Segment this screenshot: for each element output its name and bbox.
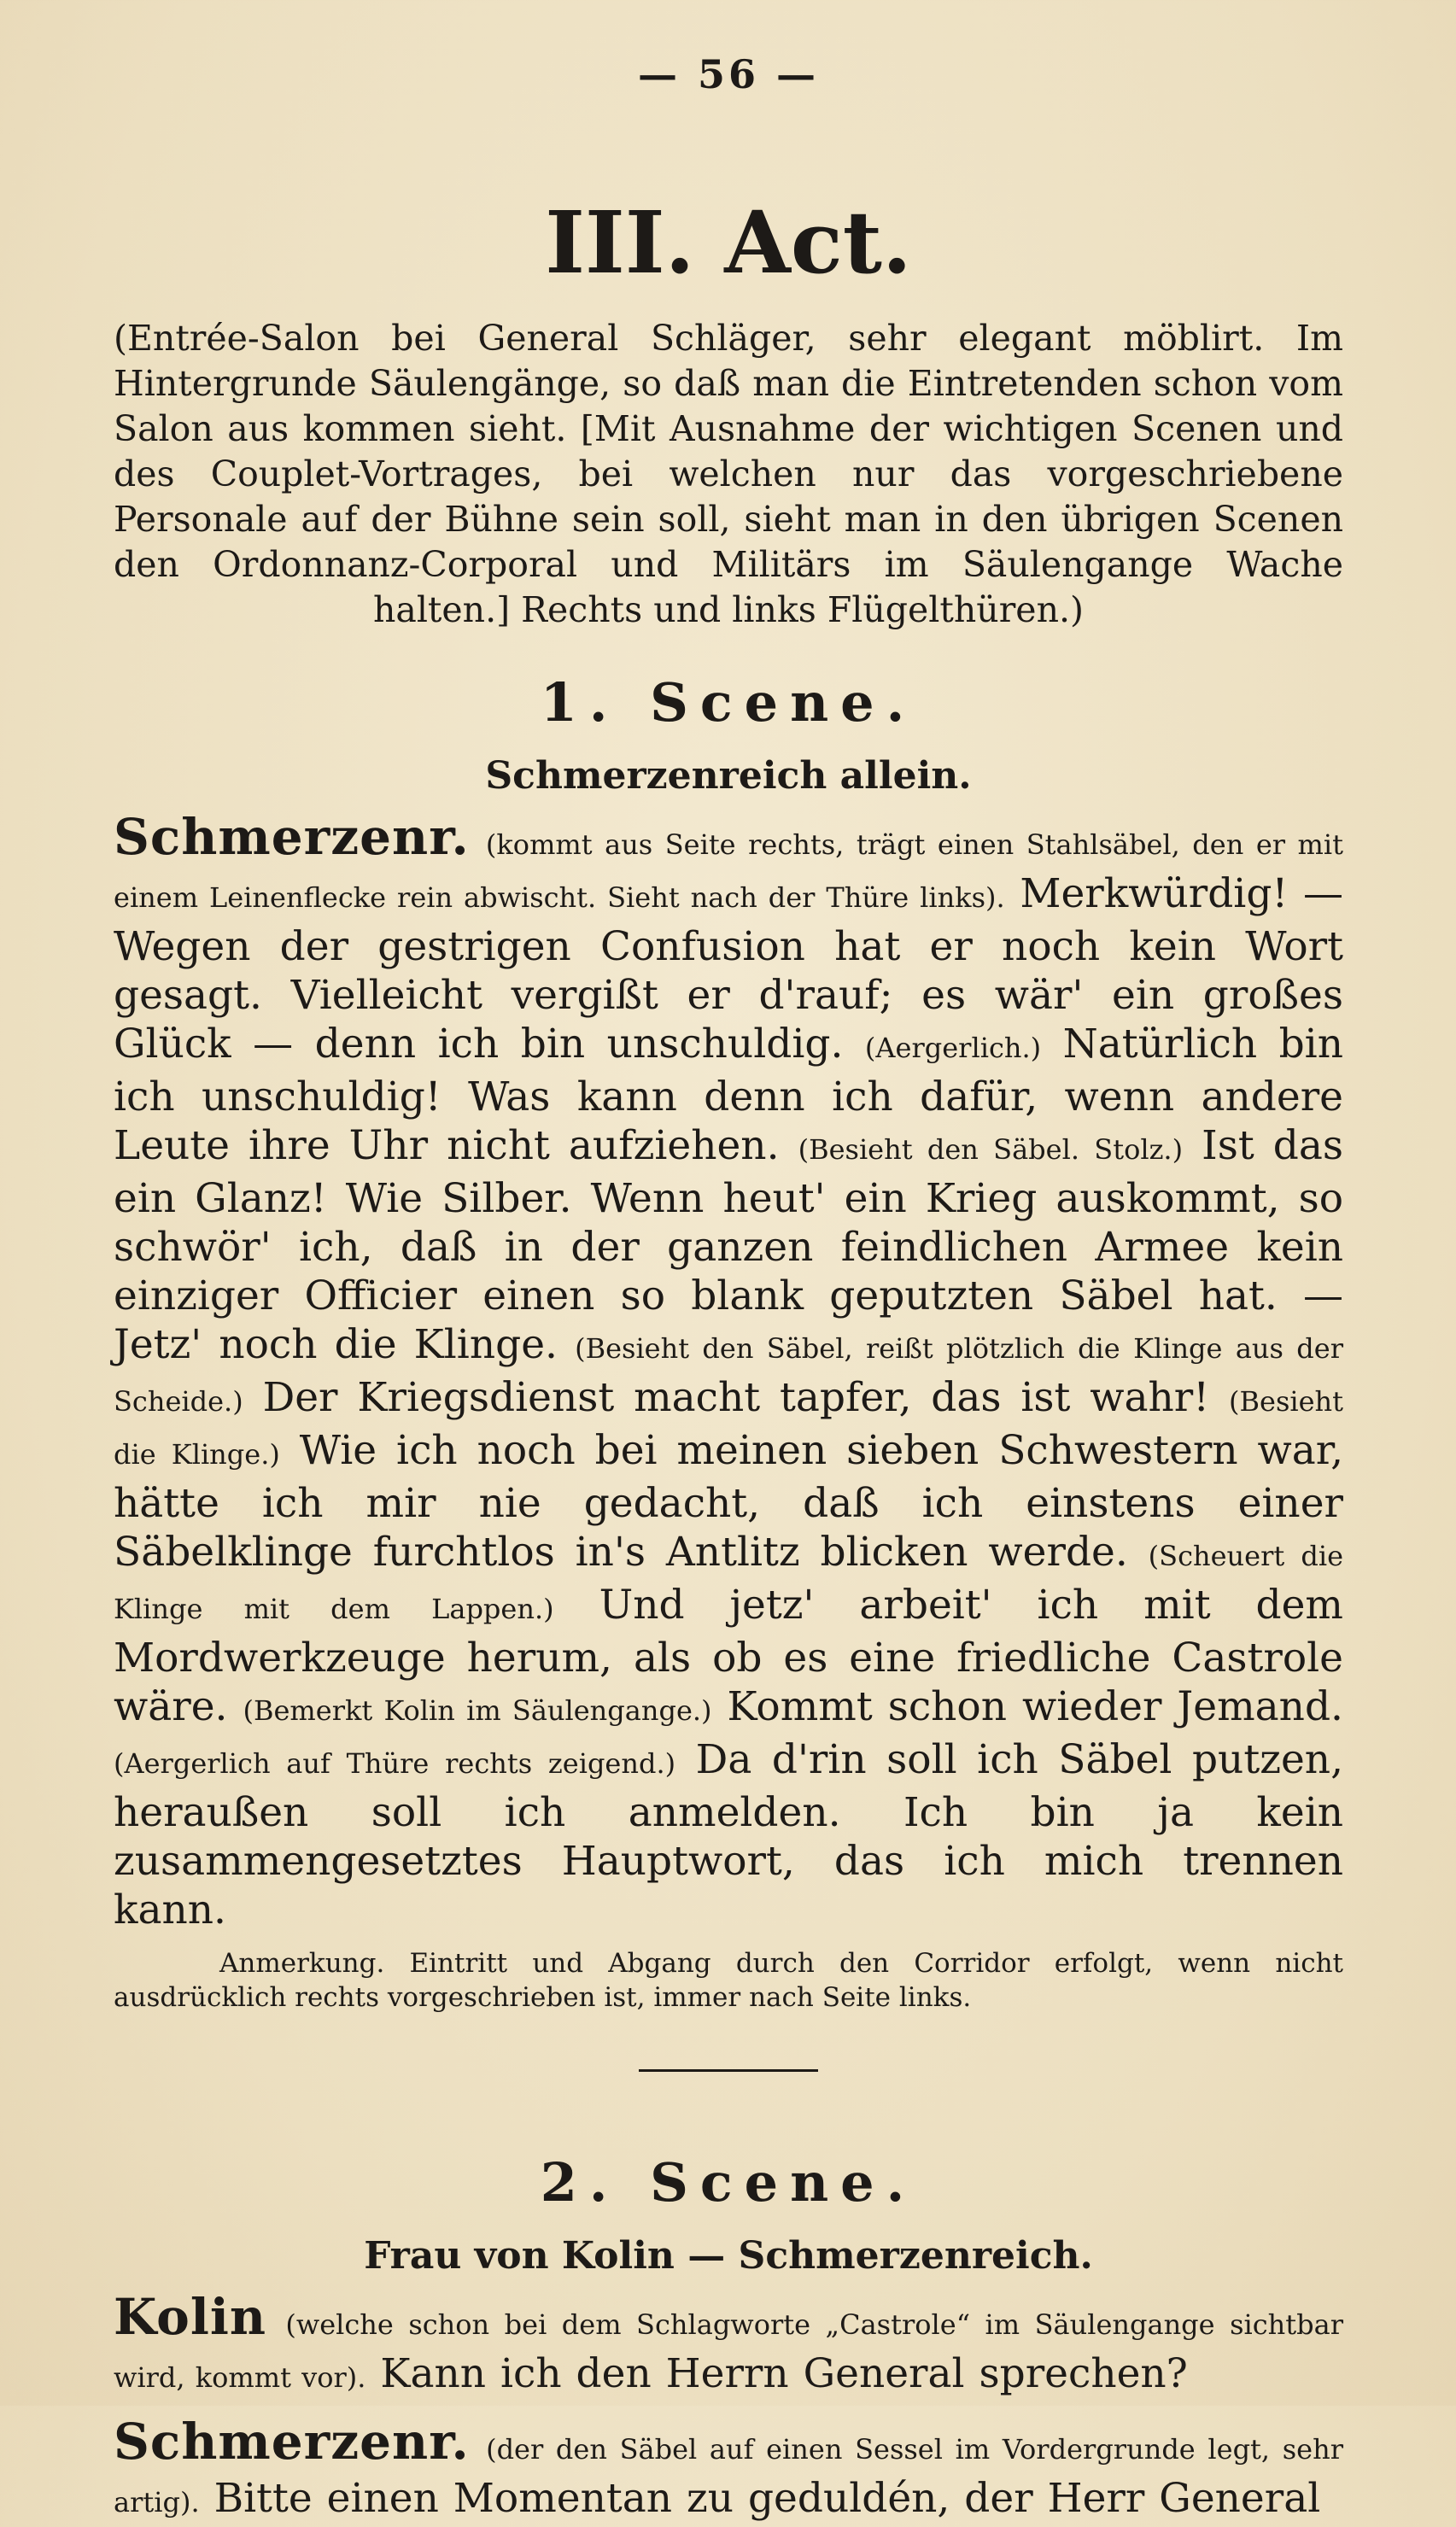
page-number: — 56 — [637,51,820,97]
scene-1-speech [114,808,1344,1934]
dialogue-text: Wie ich noch bei meinen sieben Schwestern war, hätte ich mir nie gedacht, daß ich einstens einer Säbelklinge furchtlos in's Antlitz blicken werde. [114,1427,1344,1576]
scene-1-heading: 1. Scene. [540,671,917,734]
section-divider [639,2069,818,2072]
stage-direction: (Aergerlich.) [864,1032,1042,1065]
speaker-name: Schmerzenr. [114,808,470,867]
stage-direction: (Besieht die Klinge.) [114,1385,1343,1471]
speaker-name: Kolin [114,2288,267,2347]
stage-direction: (Bemerkt Kolin im Säulengange.) [243,1694,712,1728]
dialogue-text: Und jetz' arbeit' ich mit dem Mordwerkzeuge herum, als ob es eine friedliche Castrole wäre. [114,1582,1344,1731]
dialogue-text: Da d'rin soll ich Säbel putzen, heraußen soll ich anmelden. Ich bin ja kein zusammengesetztes Hauptwort, das ich mich trennen kann. [114,1736,1344,1934]
dialogue-text: Der Kriegsdienst macht tapfer, das ist wahr! [262,1374,1210,1422]
act-stage-direction: (Entrée-Salon bei General Schläger, sehr elegant möblirt. Im Hintergrunde Säulengänge, so daß man die Eintretenden schon vom Salon aus kommen sieht. [Mit Ausnahme der wichtigen Scenen und des Couplet-Vortrages, bei welchen nur das vorgeschriebene Personale auf der Bühne sein soll, sieht man in den übrigen Scenen den Ordonnanz-Corporal und Militärs im Säulengange Wache halten.] Rechts und links Flügelthüren.) [114,318,1343,630]
stage-direction: (Aergerlich auf Thüre rechts zeigend.) [114,1747,676,1781]
book-page [114,51,1343,2527]
dialogue-text: Kommt schon wieder Jemand. [727,1683,1343,1731]
speaker-name: Schmerzenr. [114,2413,470,2471]
act-title: III. Act. [545,192,912,293]
footnote: Anmerkung. Eintritt und Abgang durch den Corridor erfolgt, wenn nicht ausdrücklich rechts vorgeschrieben ist, immer nach Seite links. [114,1948,1343,2014]
dialogue-text: Bitte einen Momentan zu geduldén, der Herr General [213,2475,1321,2523]
stage-direction: (Scheuert die Klinge mit dem Lappen.) [114,1540,1344,1626]
dialogue-text: Kann ich den Herrn General sprechen? [380,2350,1188,2398]
stage-direction: (Besieht den Säbel, reißt plötzlich die Klinge aus der Scheide.) [114,1332,1343,1419]
scene-2-characters: Frau von Kolin — Schmerzenreich. [364,2234,1093,2278]
stage-direction: (der den Säbel auf einen Sessel im Vordergrunde legt, sehr artig). [114,2433,1344,2519]
scene-2-speech-kolin [114,2288,1343,2402]
stage-direction: (kommt aus Seite rechts, trägt einen Stahlsäbel, den er mit einem Leinenflecke rein abwischt. Sieht nach der Thüre links). [114,828,1343,915]
stage-direction: (Besieht den Säbel. Stolz.) [798,1133,1184,1167]
scene-2-speech-schmerzenreich [114,2413,1344,2527]
scene-1-characters: Schmerzenreich allein. [485,754,972,798]
stage-direction: (welche schon bei dem Schlagworte „Castrole“ im Säulengange sichtbar wird, kommt vor). [114,2308,1343,2395]
scene-2-heading: 2. Scene. [540,2151,917,2214]
dialogue-text: Merkwürdig! — Wegen der gestrigen Confusion hat er noch kein Wort gesagt. Vielleicht vergißt er d'rauf; es wär' ein großes Glück — denn ich bin unschuldig. [114,870,1343,1068]
dialogue-text: Ist das ein Glanz! Wie Silber. Wenn heut' ein Krieg auskommt, so schwör' ich, daß in der ganzen feindlichen Armee kein einziger Officier einen so blank geputzten Säbel hat. — Jetz' noch die Klinge. [114,1122,1344,1369]
dialogue-text: Natürlich bin ich unschuldig! Was kann denn ich dafür, wenn andere Leute ihre Uhr nicht aufziehen. [114,1021,1343,1170]
